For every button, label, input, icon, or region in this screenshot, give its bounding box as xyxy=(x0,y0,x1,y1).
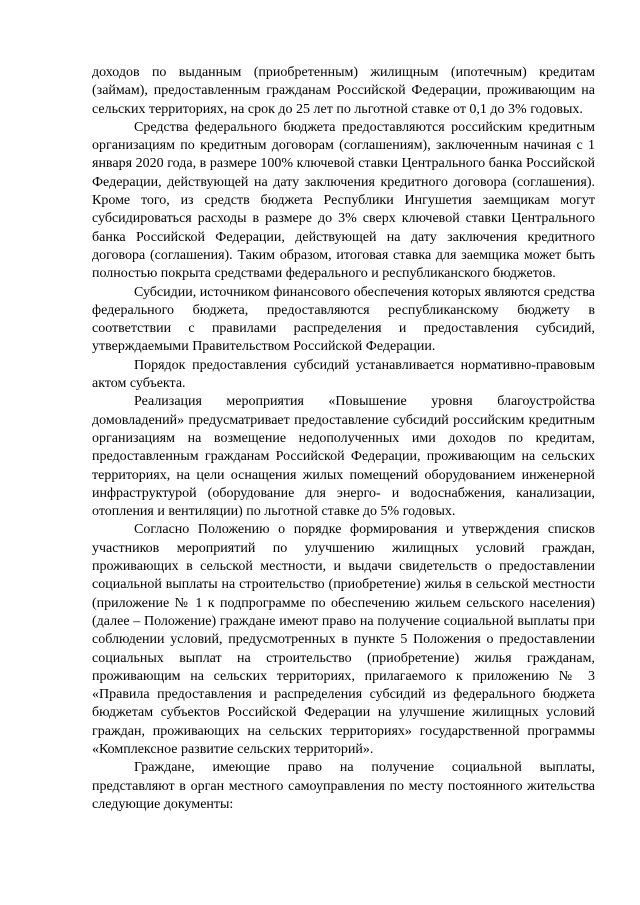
paragraph-continuation: доходов по выданным (приобретенным) жилищным (ипотечным) кредитам (займам), предоставленным гражданам Российской Федерации, проживающим на сельских территориях, на срок до 25 лет по льготной ставке от 0,1 до 3% годовых. xyxy=(92,65,595,117)
paragraph-regulation: Согласно Положению о порядке формирования и утверждения списков участников мероприятий по улучшению жилищных условий граждан, проживающих в сельской местности, и выдачи свидетельств о предоставлении социальной выплаты на строительство (приобретение) жилья в сельской местности (приложение № 1 к подпрограмме по обеспечению жильем сельского населения) (далее – Положение) граждане имеют право на получение социальной выплаты при соблюдении условий, предусмотренных в пункте 5 Положения о предоставлении социальных выплат на строительство (приобретение) жилья гражданам, проживающим на сельских территориях, прилагаемого к приложению № 3 «Правила предоставления и распределения субсидий из федерального бюджета бюджетам субъектов Российской Федерации на улучшение жилищных условий граждан, проживающих на сельских территориях» государственной программы «Комплексное развитие сельских территорий». xyxy=(92,522,595,757)
paragraph-documents-intro: Граждане, имеющие право на получение социальной выплаты, представляют в орган местного самоуправления по месту постоянного жительства следующие документы: xyxy=(92,760,595,812)
paragraph-subsidy-procedure: Порядок предоставления субсидий устанавливается нормативно-правовым актом субъекта. xyxy=(92,357,595,392)
paragraph-subsidies-source: Субсидии, источником финансового обеспечения которых являются средства федерального бюджета, предоставляются республиканскому бюджету в соответствии с правилами распределения и предоставления субсидий, утверждаемыми Правительством Российской Федерации. xyxy=(92,284,595,355)
document-body xyxy=(92,64,595,814)
paragraph-federal-budget-funds: Средства федерального бюджета предоставляются российским кредитным организациям по кредитным договорам (соглашениям), заключенным начиная с 1 января 2020 года, в размере 100% ключевой ставки Центрального банка Российской Федерации, действующей на дату заключения кредитного договора (соглашения). Кроме того, из средств бюджета Республики Ингушетия заемщикам могут субсидироваться расходы в размере до 3% сверх ключевой ставки Центрального банка Российской Федерации, действующей на дату заключения кредитного договора (соглашения). Таким образом, итоговая ставка для заемщика может быть полностью покрыта средствами федерального и республиканского бюджетов. xyxy=(92,119,595,282)
paragraph-household-improvement: Реализация мероприятия «Повышение уровня благоустройства домовладений» предусматривает предоставление субсидий российским кредитным организациям на возмещение недополученных ими доходов по кредитам, предоставленным гражданам Российской Федерации, проживающим на сельских территориях, на цели оснащения жилых помещений оборудованием инженерной инфраструктурой (оборудование для энерго- и водоснабжения, канализации, отопления и вентиляции) по льготной ставке до 5% годовых. xyxy=(92,394,595,520)
